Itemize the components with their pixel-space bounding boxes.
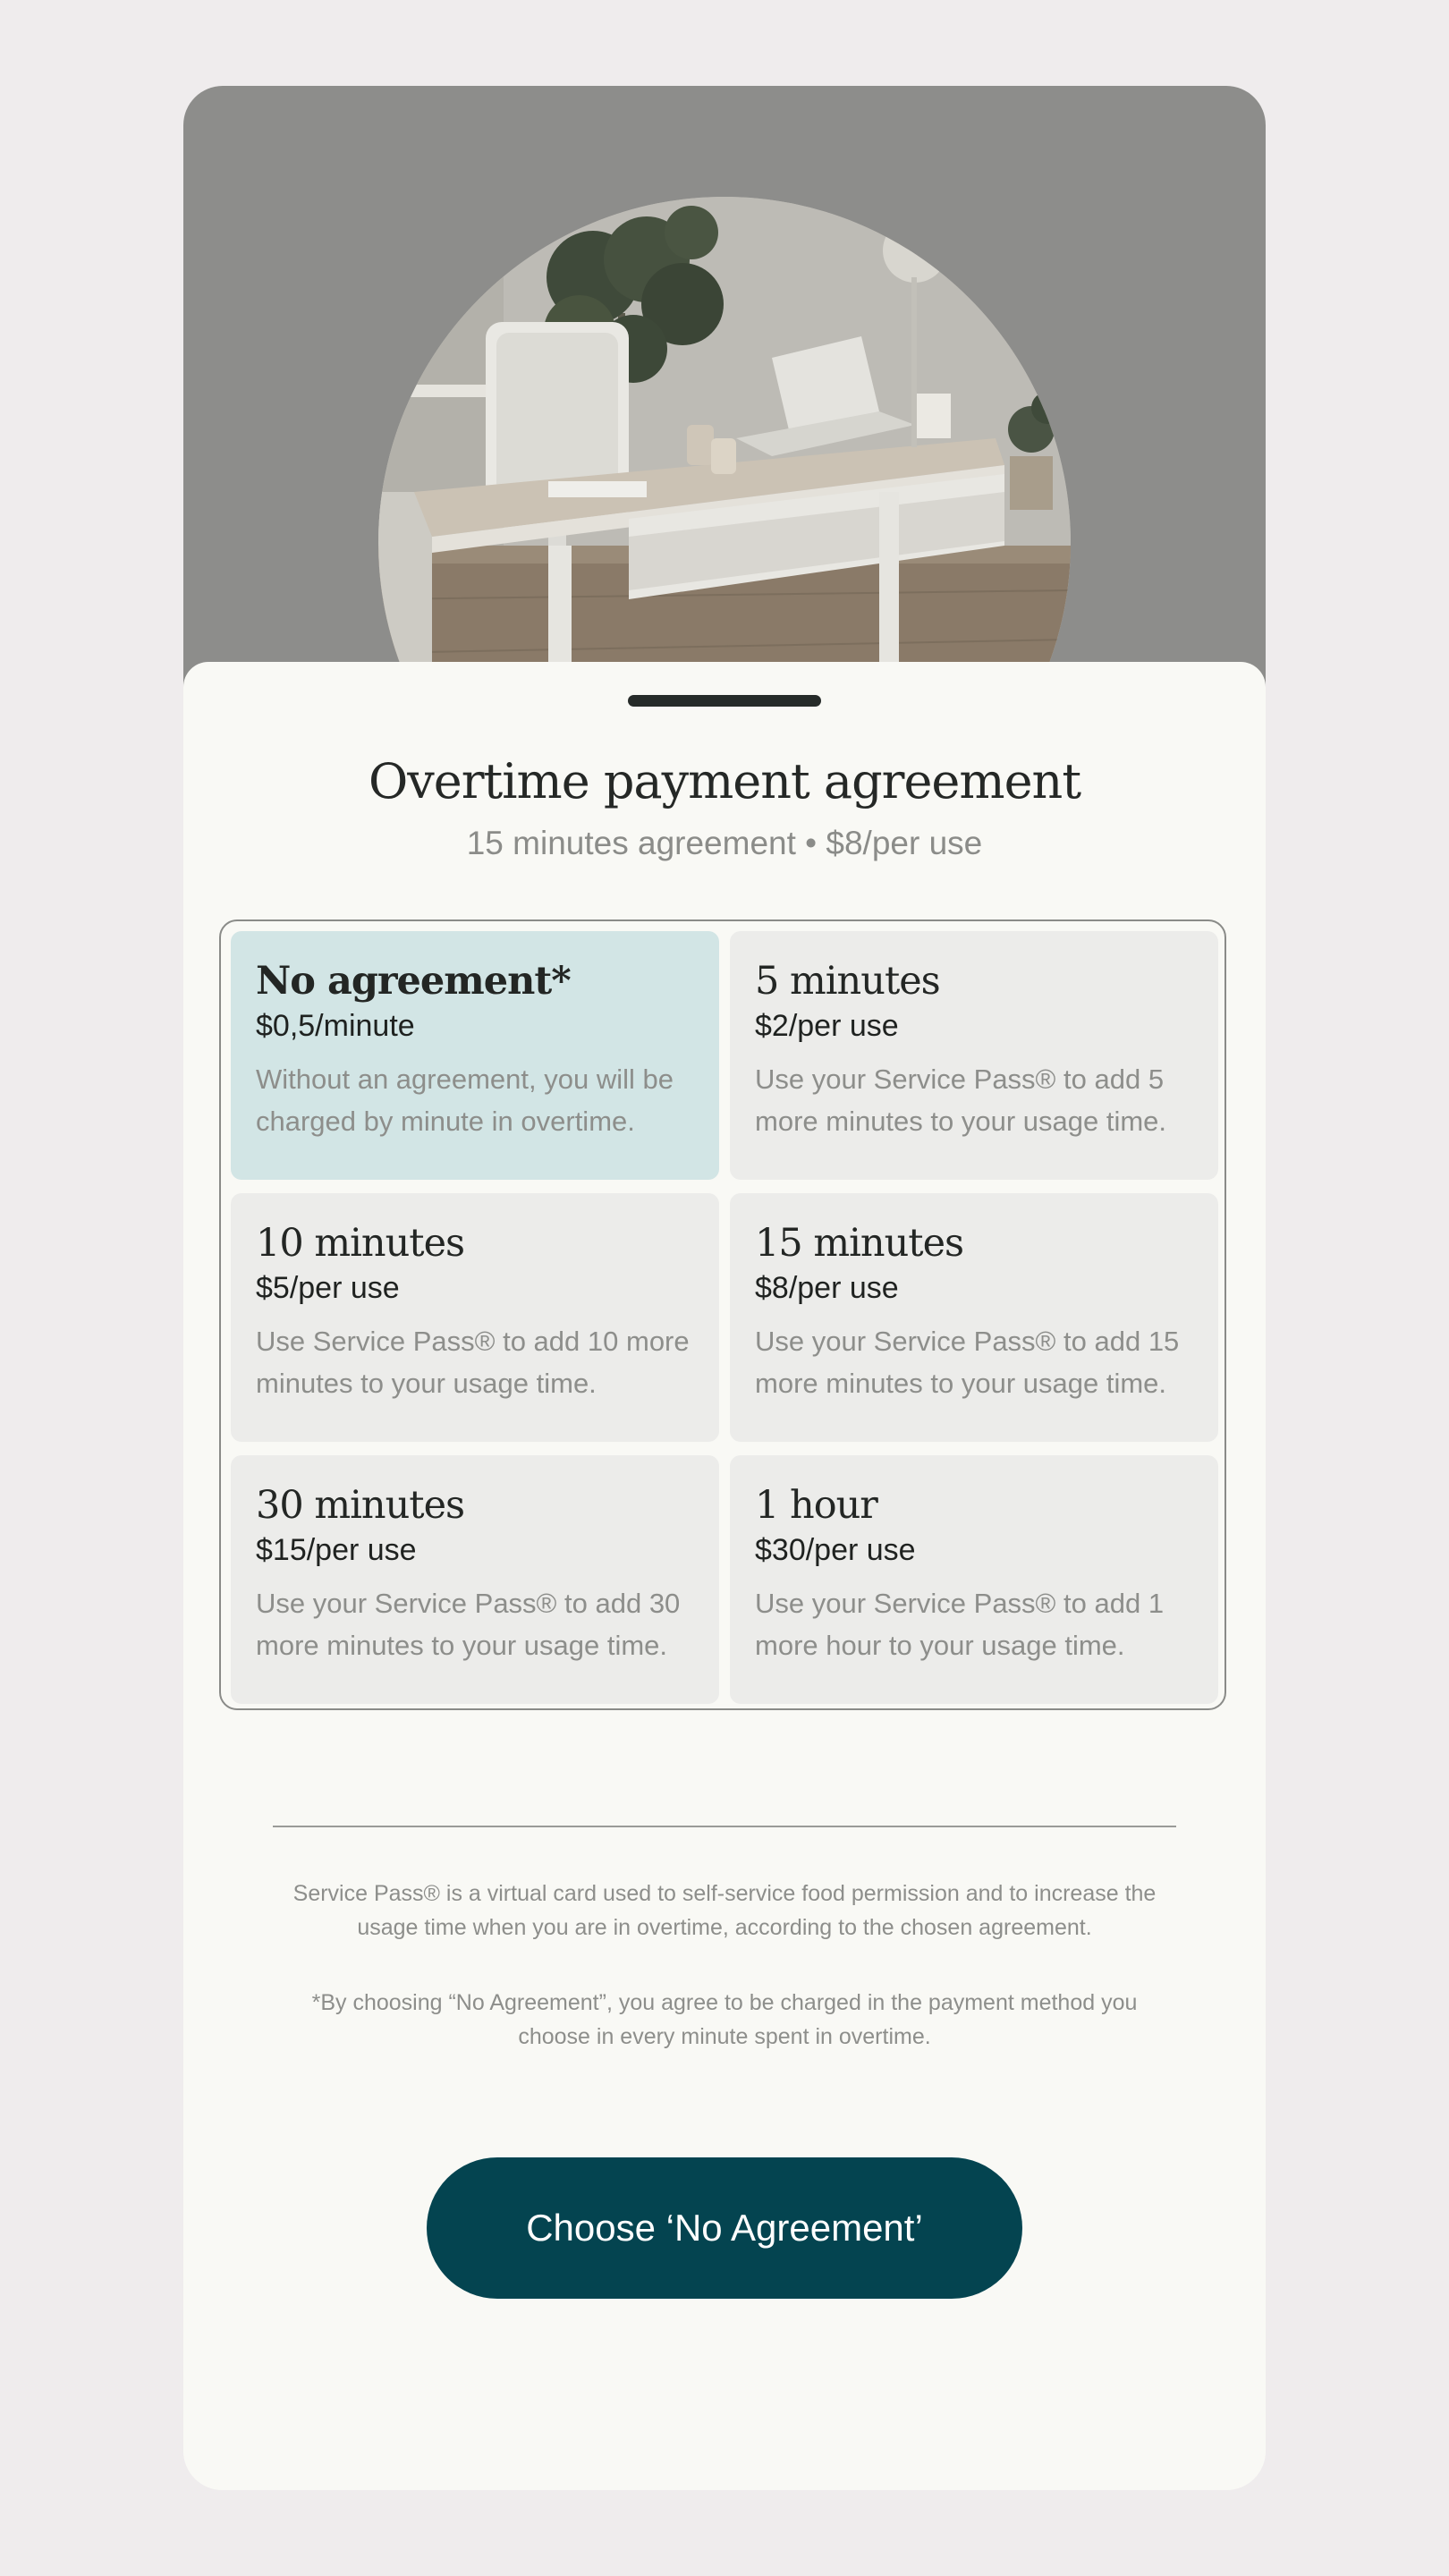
option-title: 15 minutes	[755, 1221, 964, 1266]
option-price: $5/per use	[256, 1271, 400, 1305]
bottom-sheet	[183, 662, 1266, 2490]
option-description: Use Service Pass® to add 10 more minutes to your usage time.	[256, 1326, 690, 1399]
option-title: 30 minutes	[256, 1483, 465, 1528]
phone-screen	[183, 86, 1266, 2490]
drag-handle[interactable]	[628, 695, 821, 707]
option-price: $8/per use	[755, 1271, 899, 1305]
divider	[273, 1826, 1176, 1827]
agreement-options	[219, 919, 1226, 1710]
sheet-title: Overtime payment agreement	[368, 753, 1081, 809]
option-title: 5 minutes	[755, 959, 940, 1004]
option-description: Without an agreement, you will be charged by minute in overtime.	[256, 1063, 674, 1137]
option-no-agreement[interactable]	[231, 931, 719, 1180]
choose-no-agreement-button[interactable]: Choose ‘No Agreement’	[427, 2157, 1022, 2299]
option-price: $0,5/minute	[256, 1009, 415, 1043]
service-pass-note: Service Pass® is a virtual card used to self-service food permission and to increase the usage time when you are in overtime, according to the chosen agreement.	[292, 1881, 1157, 1940]
option-10-minutes[interactable]	[231, 1193, 719, 1442]
option-price: $15/per use	[256, 1533, 417, 1567]
option-title: 10 minutes	[256, 1221, 465, 1266]
hero-banner	[183, 86, 1266, 694]
option-15-minutes[interactable]	[730, 1193, 1218, 1442]
option-description: Use your Service Pass® to add 1 more hour to your usage time.	[755, 1588, 1165, 1661]
option-description: Use your Service Pass® to add 5 more minutes to your usage time.	[755, 1063, 1167, 1137]
option-description: Use your Service Pass® to add 15 more minutes to your usage time.	[755, 1326, 1180, 1399]
option-title: 1 hour	[755, 1483, 877, 1528]
no-agreement-footnote: *By choosing “No Agreement”, you agree to be charged in the payment method you choose in every minute spent in overtime.	[311, 1990, 1138, 2049]
option-price: $30/per use	[755, 1533, 916, 1567]
option-30-minutes[interactable]	[231, 1455, 719, 1704]
option-1-hour[interactable]	[730, 1455, 1218, 1704]
sheet-subtitle: 15 minutes agreement • $8/per use	[466, 825, 983, 861]
option-title: No agreement*	[256, 959, 571, 1004]
option-price: $2/per use	[755, 1009, 899, 1043]
option-5-minutes[interactable]	[730, 931, 1218, 1180]
option-description: Use your Service Pass® to add 30 more minutes to your usage time.	[256, 1588, 681, 1661]
